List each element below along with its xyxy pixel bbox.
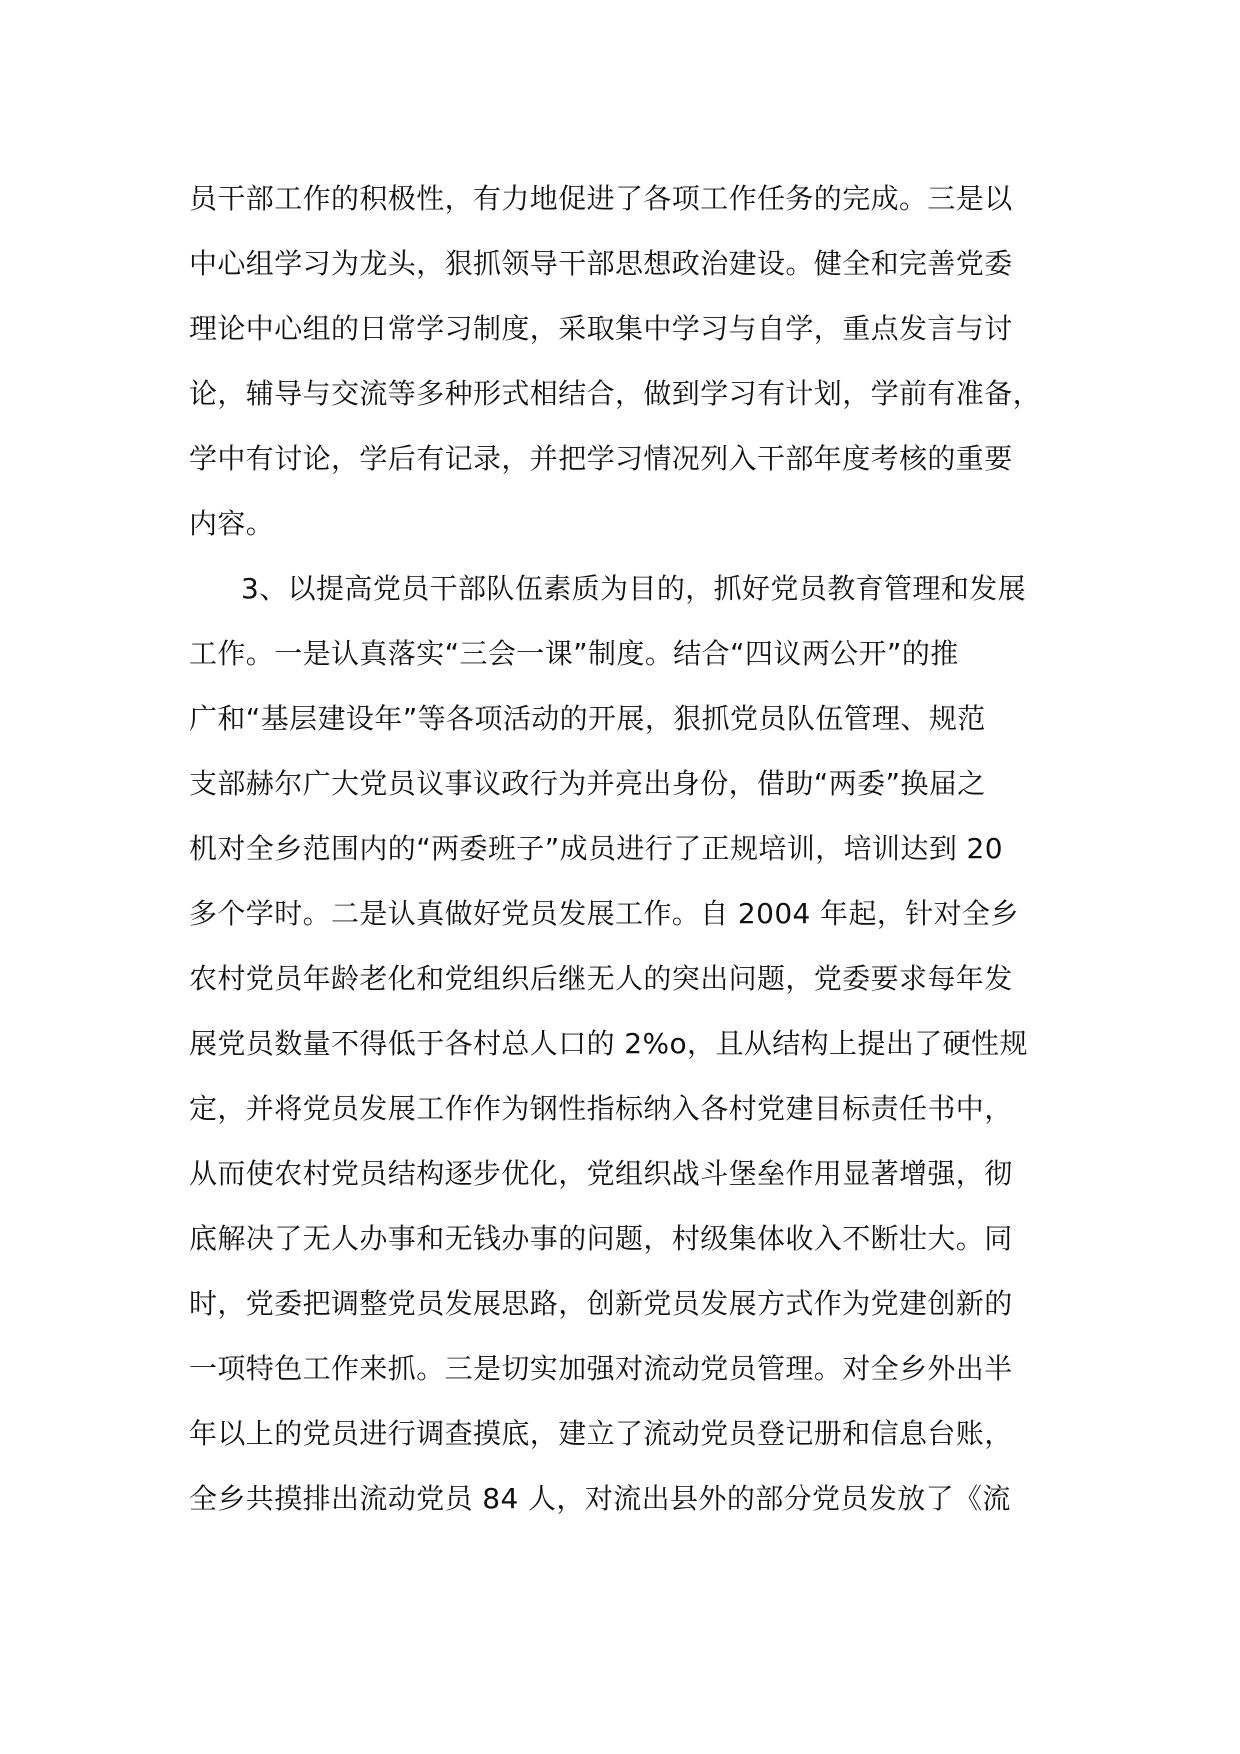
- text-line: 学中有讨论，学后有记录，并把学习情况列入干部年度考核的重要: [189, 442, 1013, 475]
- paragraph-start-line: 3、以提高党员干部队伍素质为目的，抓好党员教育管理和发展: [241, 572, 1027, 605]
- text-line: 全乡共摸排出流动党员 84 人，对流出县外的部分党员发放了《流: [189, 1482, 1011, 1515]
- text-line: 时，党委把调整党员发展思路，创新党员发展方式作为党建创新的: [189, 1287, 1013, 1320]
- text-line: 展党员数量不得低于各村总人口的 2%o，且从结构上提出了硬性规: [189, 1027, 1028, 1060]
- text-line: 年以上的党员进行调查摸底，建立了流动党员登记册和信息台账，: [189, 1417, 1013, 1450]
- text-line: 中心组学习为龙头，狠抓领导干部思想政治建设。健全和完善党委: [189, 247, 1013, 280]
- text-line: 机对全乡范围内的“两委班子”成员进行了正规培训，培训达到 20: [189, 832, 1003, 865]
- text-line: 工作。一是认真落实“三会一课”制度。结合“四议两公开”的推: [189, 637, 959, 670]
- text-line: 农村党员年龄老化和党组织后继无人的突出问题，党委要求每年发: [189, 962, 1013, 995]
- text-line: 内容。: [189, 507, 275, 540]
- text-line: 支部赫尔广大党员议事议政行为并亮出身份，借助“两委”换届之: [189, 767, 986, 800]
- text-line: 理论中心组的日常学习制度，采取集中学习与自学，重点发言与讨: [189, 312, 1013, 345]
- text-line: 定，并将党员发展工作作为钢性指标纳入各村党建目标责任书中，: [189, 1092, 1013, 1125]
- text-line: 多个学时。二是认真做好党员发展工作。自 2004 年起，针对全乡: [189, 897, 1019, 930]
- text-line: 从而使农村党员结构逐步优化，党组织战斗堡垒作用显著增强，彻: [189, 1157, 1013, 1190]
- text-line: 一项特色工作来抓。三是切实加强对流动党员管理。对全乡外出半: [189, 1352, 1013, 1385]
- text-line: 论，辅导与交流等多种形式相结合，做到学习有计划，学前有准备，: [189, 377, 1042, 410]
- text-line: 广和“基层建设年”等各项活动的开展，狠抓党员队伍管理、规范: [189, 702, 986, 735]
- text-line: 底解决了无人办事和无钱办事的问题，村级集体收入不断壮大。同: [189, 1222, 1013, 1255]
- body-text: [189, 166, 1069, 1531]
- text-line: 员干部工作的积极性，有力地促进了各项工作任务的完成。三是以: [189, 182, 1013, 215]
